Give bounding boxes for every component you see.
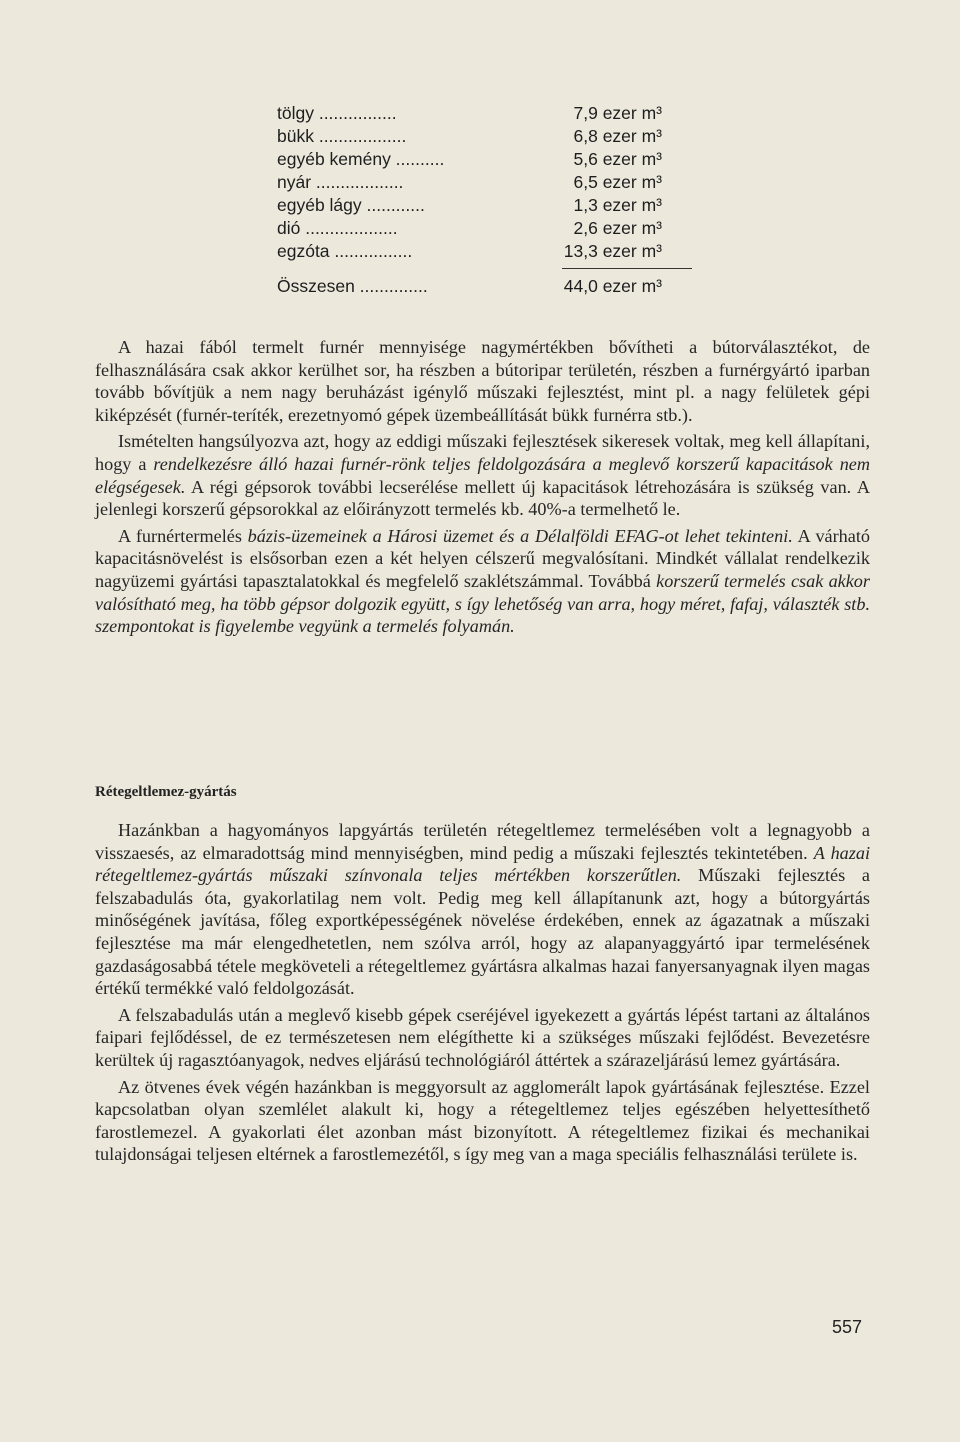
table-row <box>277 125 697 148</box>
table-row <box>277 194 697 217</box>
total-divider <box>562 268 692 269</box>
paragraph-text: Az ötvenes évek végén hazánkban is meggyorsult az agglomerált lapok gyártásának fejlesztése. Ezzel kapcsolatban olyan szemlélet alakult ki, hogy a rétegeltlemez teljes egészében helyettesíthető farostlemezel. A gyakorlati élet azonban mást bizonyított. A rétegeltlemez fizikai és mechanikai tulajdonságai teljesen eltérnek a farostlemezétől, s így meg van a maga speciális felhasználási területe is. <box>95 1076 870 1165</box>
emphasis-text: bázis-üzemeinek a Hárosi üzemet és a Délalföldi EFAG-ot lehet tekinteni. <box>247 525 793 546</box>
paragraph-text: A régi gépsorok további lecserélése mellett új kapacitások létrehozására is szükség van. A jelenlegi korszerű gépsorokkal az előirányzott termelés kb. 40%-a termelhető le. <box>95 476 870 520</box>
table-row <box>277 148 697 171</box>
paragraph-text: A hazai fából termelt furnér mennyisége nagymértékben bővítheti a bútorválasztékot, de felhasználására csak akkor kerülhet sor, ha részben a bútoripar területén, részben a furnérgyártó iparban tovább bővítjük a nem nagy beruházást igénylő műszaki fejlesztést, mint pl. a nagy felületek gépi kiképzését (furnér-teríték, erezetnyomó gépek üzembeállítását bükk furnérra stb.). <box>95 337 870 425</box>
row-label: tölgy ................ <box>277 103 397 123</box>
row-value: 5,6 ezer m³ <box>573 149 662 169</box>
paragraph-text: Ismételten hangsúlyozva azt, hogy az eddigi műszaki fejlesztések sikeresek voltak, meg kell állapítani, hogy a <box>95 431 870 474</box>
row-value: 13,3 ezer m³ <box>563 241 662 261</box>
table-row <box>277 217 697 240</box>
section-furner <box>95 336 870 642</box>
table-total-row <box>277 275 697 298</box>
paragraph-text: Hazánkban a hagyományos lapgyártás területén rétegeltlemez termelésében volt a legnagyobb a visszaesés, az elmaradottság mind mennyiségben, mind pedig a műszaki fejlesztés tekintetében. <box>95 820 870 863</box>
paragraph-text: A furnértermelés <box>118 525 248 546</box>
paragraph <box>95 525 870 638</box>
row-value: 6,8 ezer m³ <box>573 126 662 146</box>
total-value: 44,0 ezer m³ <box>563 276 662 296</box>
row-label: egyéb kemény .......... <box>277 149 445 169</box>
row-value: 1,3 ezer m³ <box>573 195 662 215</box>
emphasis-text: A hazai rétegeltlemez-gyártás műszaki színvonala teljes mértékben korszerűtlen. <box>95 842 870 886</box>
row-value: 2,6 ezer m³ <box>573 218 662 238</box>
paragraph-text: A felszabadulás után a meglevő kisebb gépek cseréjével igyekezett a gyártás lépést tartani az általános faipari fejlődéssel, de ez természetesen nem elégíthette ki a szükséges műszaki fejlődést. Bevezetésre kerültek új ragasztóanyagok, nedves eljárású technológiáról áttértek a szárazeljárású lemez gyártására. <box>95 1004 870 1070</box>
paragraph <box>95 819 870 1000</box>
emphasis-text: korszerű termelés csak akkor valósítható meg, ha több gépsor dolgozik együtt, s így lehetőség van arra, hogy méret, fafaj, választék stb. szempontokat is figyelembe vegyünk a termelés folyamán. <box>95 570 870 637</box>
paragraph <box>95 1004 870 1072</box>
paragraph <box>95 430 870 520</box>
paragraph <box>95 1076 870 1166</box>
row-label: egzóta ................ <box>277 241 413 261</box>
volume-table <box>277 102 697 298</box>
emphasis-text: rendelkezésre álló hazai furnér-rönk teljes feldolgozására a meglevő korszerű kapacitások nem elégségesek. <box>95 453 870 497</box>
page-number: 557 <box>832 1317 863 1337</box>
paragraph <box>95 336 870 426</box>
table-row <box>277 102 697 125</box>
row-value: 7,9 ezer m³ <box>573 103 662 123</box>
total-label: Összesen .............. <box>277 276 428 296</box>
row-label: dió ................... <box>277 218 398 238</box>
row-label: bükk .................. <box>277 126 407 146</box>
table-row <box>277 240 697 263</box>
paragraph-text: Műszaki fejlesztés a felszabadulás óta, gyakorlatilag nem volt. Pedig meg kell állapítanunk azt, hogy a bútorgyártás minőségének javítása, főleg exportképességének növelése érdekében, ennek az ágazatnak a műszaki fejlesztése ma már elengedhetetlen, nem szólva arról, hogy az alapanyaggyártó ipar termelésének gazdaságosabbá tétele megköveteli a rétegeltlemez gyártásra alkalmas hazai fanyersanyagnak ilyen magas értékű termékké való feldolgozását. <box>95 865 870 999</box>
section-heading: Rétegeltlemez-gyártás <box>95 784 237 800</box>
row-label: egyéb lágy ............ <box>277 195 425 215</box>
section-retegeltlemez <box>95 819 870 1170</box>
row-label: nyár .................. <box>277 172 404 192</box>
row-value: 6,5 ezer m³ <box>573 172 662 192</box>
paragraph-text: A várható kapacitásnövelést is elsősorban ezen a két helyen célszerű megvalósítani. Mindkét vállalat rendelkezik nagyüzemi gyártási tapasztalatokkal és megfelelő szaklétszámmal. Továbbá <box>95 525 870 591</box>
table-row <box>277 171 697 194</box>
